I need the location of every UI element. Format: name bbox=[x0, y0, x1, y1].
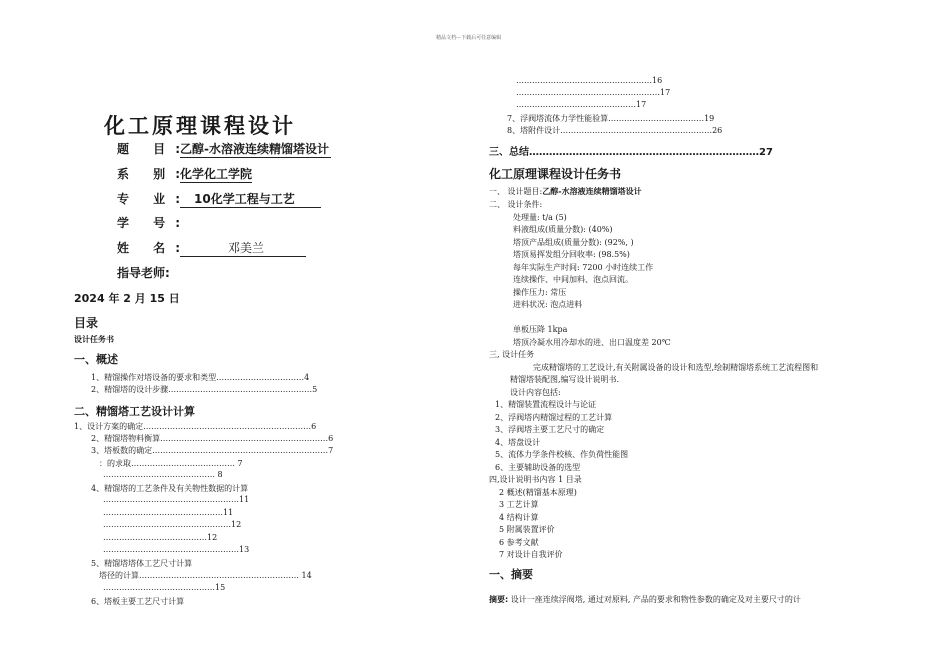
toc-item: ……………………………………15 bbox=[103, 583, 226, 592]
toc-item: 1、精馏操作对塔设备的要求和类型……………………………4 bbox=[91, 373, 310, 382]
toc-item: ………………………………………11 bbox=[103, 508, 234, 517]
task-s4-item: 4 结构计算 bbox=[499, 513, 539, 522]
task-s1-value: 乙醇-水溶液连续精馏塔设计 bbox=[542, 187, 642, 196]
task-s3-para: 精馏塔装配图,编写设计说明书. bbox=[510, 375, 620, 384]
task-s4-item: 2 概述(精馏基本原理) bbox=[499, 488, 577, 497]
toc-item: 1、设计方案的确定………………………………………………………6 bbox=[74, 422, 317, 431]
task-s4: 四,设计说明书内容 1 目录 bbox=[489, 475, 582, 484]
toc-item: ………………………………………17 bbox=[516, 100, 647, 109]
condition-item: 塔顶易挥发组分回收率: (98.5%) bbox=[513, 250, 630, 259]
toc-item: …………………………………………12 bbox=[103, 520, 242, 529]
abstract-body bbox=[489, 594, 801, 605]
task-s3-para: 设计内容包括: bbox=[510, 388, 561, 397]
field-advisor: 指导老师: bbox=[117, 266, 170, 280]
field-department: 系 别:化学化工学院 bbox=[117, 167, 253, 181]
condition-item: 操作压力: 常压 bbox=[513, 288, 567, 297]
task-item: 5、流体力学条件校核、作负荷性能图 bbox=[495, 450, 629, 459]
toc-item: ……………………………………………16 bbox=[516, 76, 663, 85]
field-student-id: 学 号: bbox=[117, 216, 180, 230]
cover-date: 2024 年 2 月 15 日 bbox=[74, 292, 180, 305]
task-s3: 三, 设计任务 bbox=[489, 350, 535, 359]
abstract-label: 摘要: bbox=[489, 595, 509, 604]
field-topic: 题 目:乙醇-水溶液连续精馏塔设计 bbox=[117, 142, 329, 156]
toc-sec1: 一、概述 bbox=[74, 353, 118, 366]
toc-item: 8、塔附件设计…………………………………………………26 bbox=[507, 126, 723, 135]
task-item: 4、塔盘设计 bbox=[495, 438, 541, 447]
task-s4-item: 5 附属装置评价 bbox=[499, 525, 555, 534]
toc-item: ……………………………………………13 bbox=[103, 545, 250, 554]
condition-item: 料液组成(质量分数): (40%) bbox=[513, 225, 613, 234]
toc-item: 7、浮阀塔流体力学性能验算………………………………19 bbox=[507, 114, 715, 123]
condition-item: 每年实际生产时间: 7200 小时连续工作 bbox=[513, 263, 654, 272]
page-header-note: 精品文档---下载后可任意编辑 bbox=[436, 35, 502, 41]
condition-item: 单板压降 1kpa bbox=[513, 325, 568, 334]
toc-sec2: 二、精馏塔工艺设计计算 bbox=[74, 405, 195, 418]
field-name-value: 邓美兰 bbox=[180, 239, 306, 257]
task-item: 6、主要辅助设备的选型 bbox=[495, 463, 581, 472]
task-item: 2、浮阀塔内精馏过程的工艺计算 bbox=[495, 413, 613, 422]
task-s1-label: 一、 设计题目: bbox=[489, 187, 543, 196]
toc-item: 6、塔板主要工艺尺寸计算 bbox=[91, 597, 185, 606]
toc-task-book: 设计任务书 bbox=[74, 335, 114, 344]
condition-item: 进料状况: 泡点进料 bbox=[513, 300, 583, 309]
task-title: 化工原理课程设计任务书 bbox=[489, 167, 622, 181]
field-topic-value: 乙醇-水溶液连续精馏塔设计 bbox=[180, 142, 329, 156]
toc-item: 塔径的计算…………………………………………………… 14 bbox=[99, 571, 312, 580]
task-s3-para: 完成精馏塔的工艺设计,有关附属设备的设计和选型,绘制精馏塔系统工艺流程图和 bbox=[533, 363, 819, 372]
field-department-value: 化学化工学院 bbox=[180, 167, 253, 181]
toc-item: …………………………………12 bbox=[103, 533, 218, 542]
field-name-label: 姓 名 bbox=[117, 241, 176, 255]
condition-item: 处理量: t/a (5) bbox=[513, 213, 567, 222]
condition-item: 塔顶产品组成(质量分数): (92%, ) bbox=[513, 238, 634, 247]
task-s2: 二、 设计条件: bbox=[489, 200, 543, 209]
task-s4-item: 7 对设计自我评价 bbox=[499, 550, 563, 559]
field-major: 专 业: 10化学工程与工艺 bbox=[117, 190, 321, 208]
abstract-text: 设计一座连续浮阀塔, 通过对原料, 产品的要求和物性参数的确定及对主要尺寸的计 bbox=[510, 595, 801, 604]
toc-item: 2、精馏塔的设计步骤………………………………………………5 bbox=[91, 385, 318, 394]
field-major-value: 10化学工程与工艺 bbox=[180, 190, 321, 208]
task-s1 bbox=[489, 186, 642, 197]
toc-item: ………………………………………………17 bbox=[516, 88, 671, 97]
task-item: 3、浮阀塔主要工艺尺寸的确定 bbox=[495, 425, 605, 434]
abstract-title: 一、摘要 bbox=[489, 568, 533, 581]
toc-sec3: 三、总结……………………………………………………………27 bbox=[489, 147, 773, 158]
toc-item: …………………………………… 8 bbox=[103, 470, 223, 479]
condition-item: 塔顶冷凝水用冷却水的进、出口温度差 20℃ bbox=[513, 338, 671, 347]
field-advisor-label: 指导老师 bbox=[117, 266, 166, 280]
task-s4-item: 3 工艺计算 bbox=[499, 500, 539, 509]
cover-title: 化工原理课程设计 bbox=[104, 114, 296, 138]
toc-item: 4、精馏塔的工艺条件及有关物性数据的计算 bbox=[91, 484, 249, 493]
toc-item: ……………………………………………11 bbox=[103, 495, 250, 504]
field-department-label: 系 别 bbox=[117, 167, 176, 181]
field-major-label: 专 业 bbox=[117, 192, 176, 206]
toc-item: 3、塔板数的确定…………………………………………………………7 bbox=[91, 446, 334, 455]
field-student-id-label: 学 号 bbox=[117, 216, 176, 230]
task-s4-item: 6 参考文献 bbox=[499, 538, 539, 547]
field-topic-label: 题 目 bbox=[117, 142, 176, 156]
toc-item: 5、精馏塔塔体工艺尺寸计算 bbox=[91, 559, 193, 568]
condition-item: 连续操作、中间加料、泡点回流。 bbox=[513, 275, 633, 284]
field-name: 姓 名: 邓美兰 bbox=[117, 239, 306, 257]
toc-item: ：的求取………………………………… 7 bbox=[99, 459, 243, 468]
toc-item: 2、精馏塔物料衡算………………………………………………………6 bbox=[91, 434, 334, 443]
task-item: 1、精馏装置流程设计与论证 bbox=[495, 400, 597, 409]
toc-title: 目录 bbox=[74, 316, 99, 330]
